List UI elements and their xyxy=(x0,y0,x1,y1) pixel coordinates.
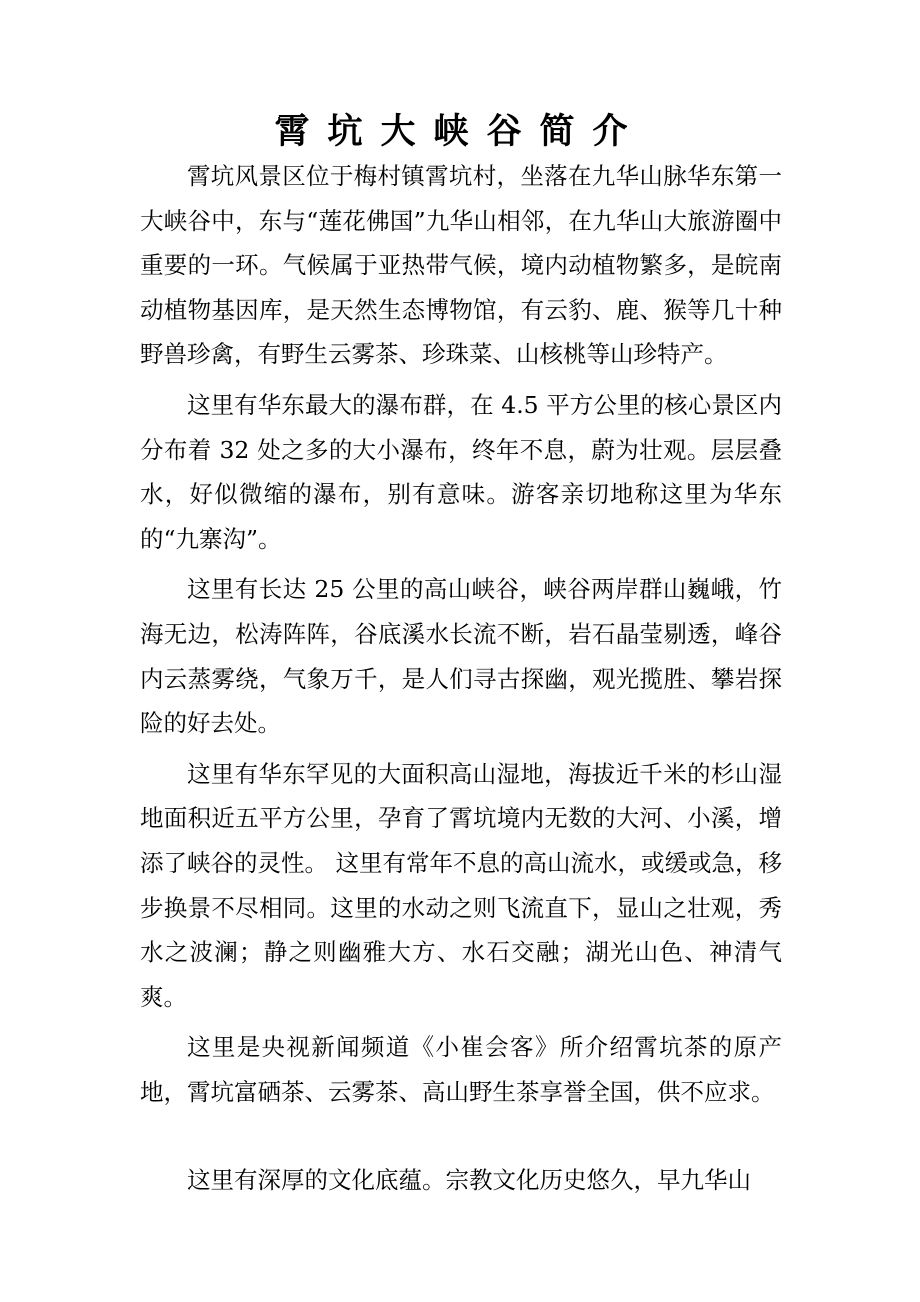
document-title: 霄坑大峡谷简介 xyxy=(274,112,646,152)
document-body xyxy=(140,154,782,1209)
paragraph: 这里有华东罕见的大面积高山湿地，海拔近千米的杉山湿地面积近五平方公里，孕育了霄坑境内无数的大河、小溪，增添了峡谷的灵性。 这里有常年不息的高山流水，或缓或急，移步换景不尽相同。这里的水动之则飞流直下，显山之壮观，秀水之波澜；静之则幽雅大方、水石交融；湖光山色、神清气爽。 xyxy=(140,759,782,1011)
paragraph: 这里有长达 25 公里的高山峡谷，峡谷两岸群山巍峨，竹海无边，松涛阵阵，谷底溪水长流不断，岩石晶莹剔透，峰谷内云蒸雾绕，气象万千，是人们寻古探幽，观光揽胜、攀岩探险的好去处。 xyxy=(140,575,782,738)
paragraph: 这里有深厚的文化底蕴。宗教文化历史悠久，早九华山 xyxy=(187,1166,751,1195)
paragraph: 霄坑风景区位于梅村镇霄坑村，坐落在九华山脉华东第一大峡谷中，东与“莲花佛国”九华山相邻，在九华山大旅游圈中重要的一环。气候属于亚热带气候，境内动植物繁多，是皖南动植物基因库，是天然生态博物馆，有云豹、鹿、猴等几十种野兽珍禽，有野生云雾茶、珍珠菜、山核桃等山珍特产。 xyxy=(140,162,782,369)
paragraph: 这里是央视新闻频道《小崔会客》所介绍霄坑茶的原产地，霄坑富硒茶、云雾茶、高山野生茶享誉全国，供不应求。 xyxy=(140,1033,782,1106)
paragraph: 这里有华东最大的瀑布群，在 4.5 平方公里的核心景区内分布着 32 处之多的大小瀑布，终年不息，蔚为壮观。层层叠水，好似微缩的瀑布，别有意味。游客亲切地称这里为华东的“九寨沟”。 xyxy=(140,390,782,553)
